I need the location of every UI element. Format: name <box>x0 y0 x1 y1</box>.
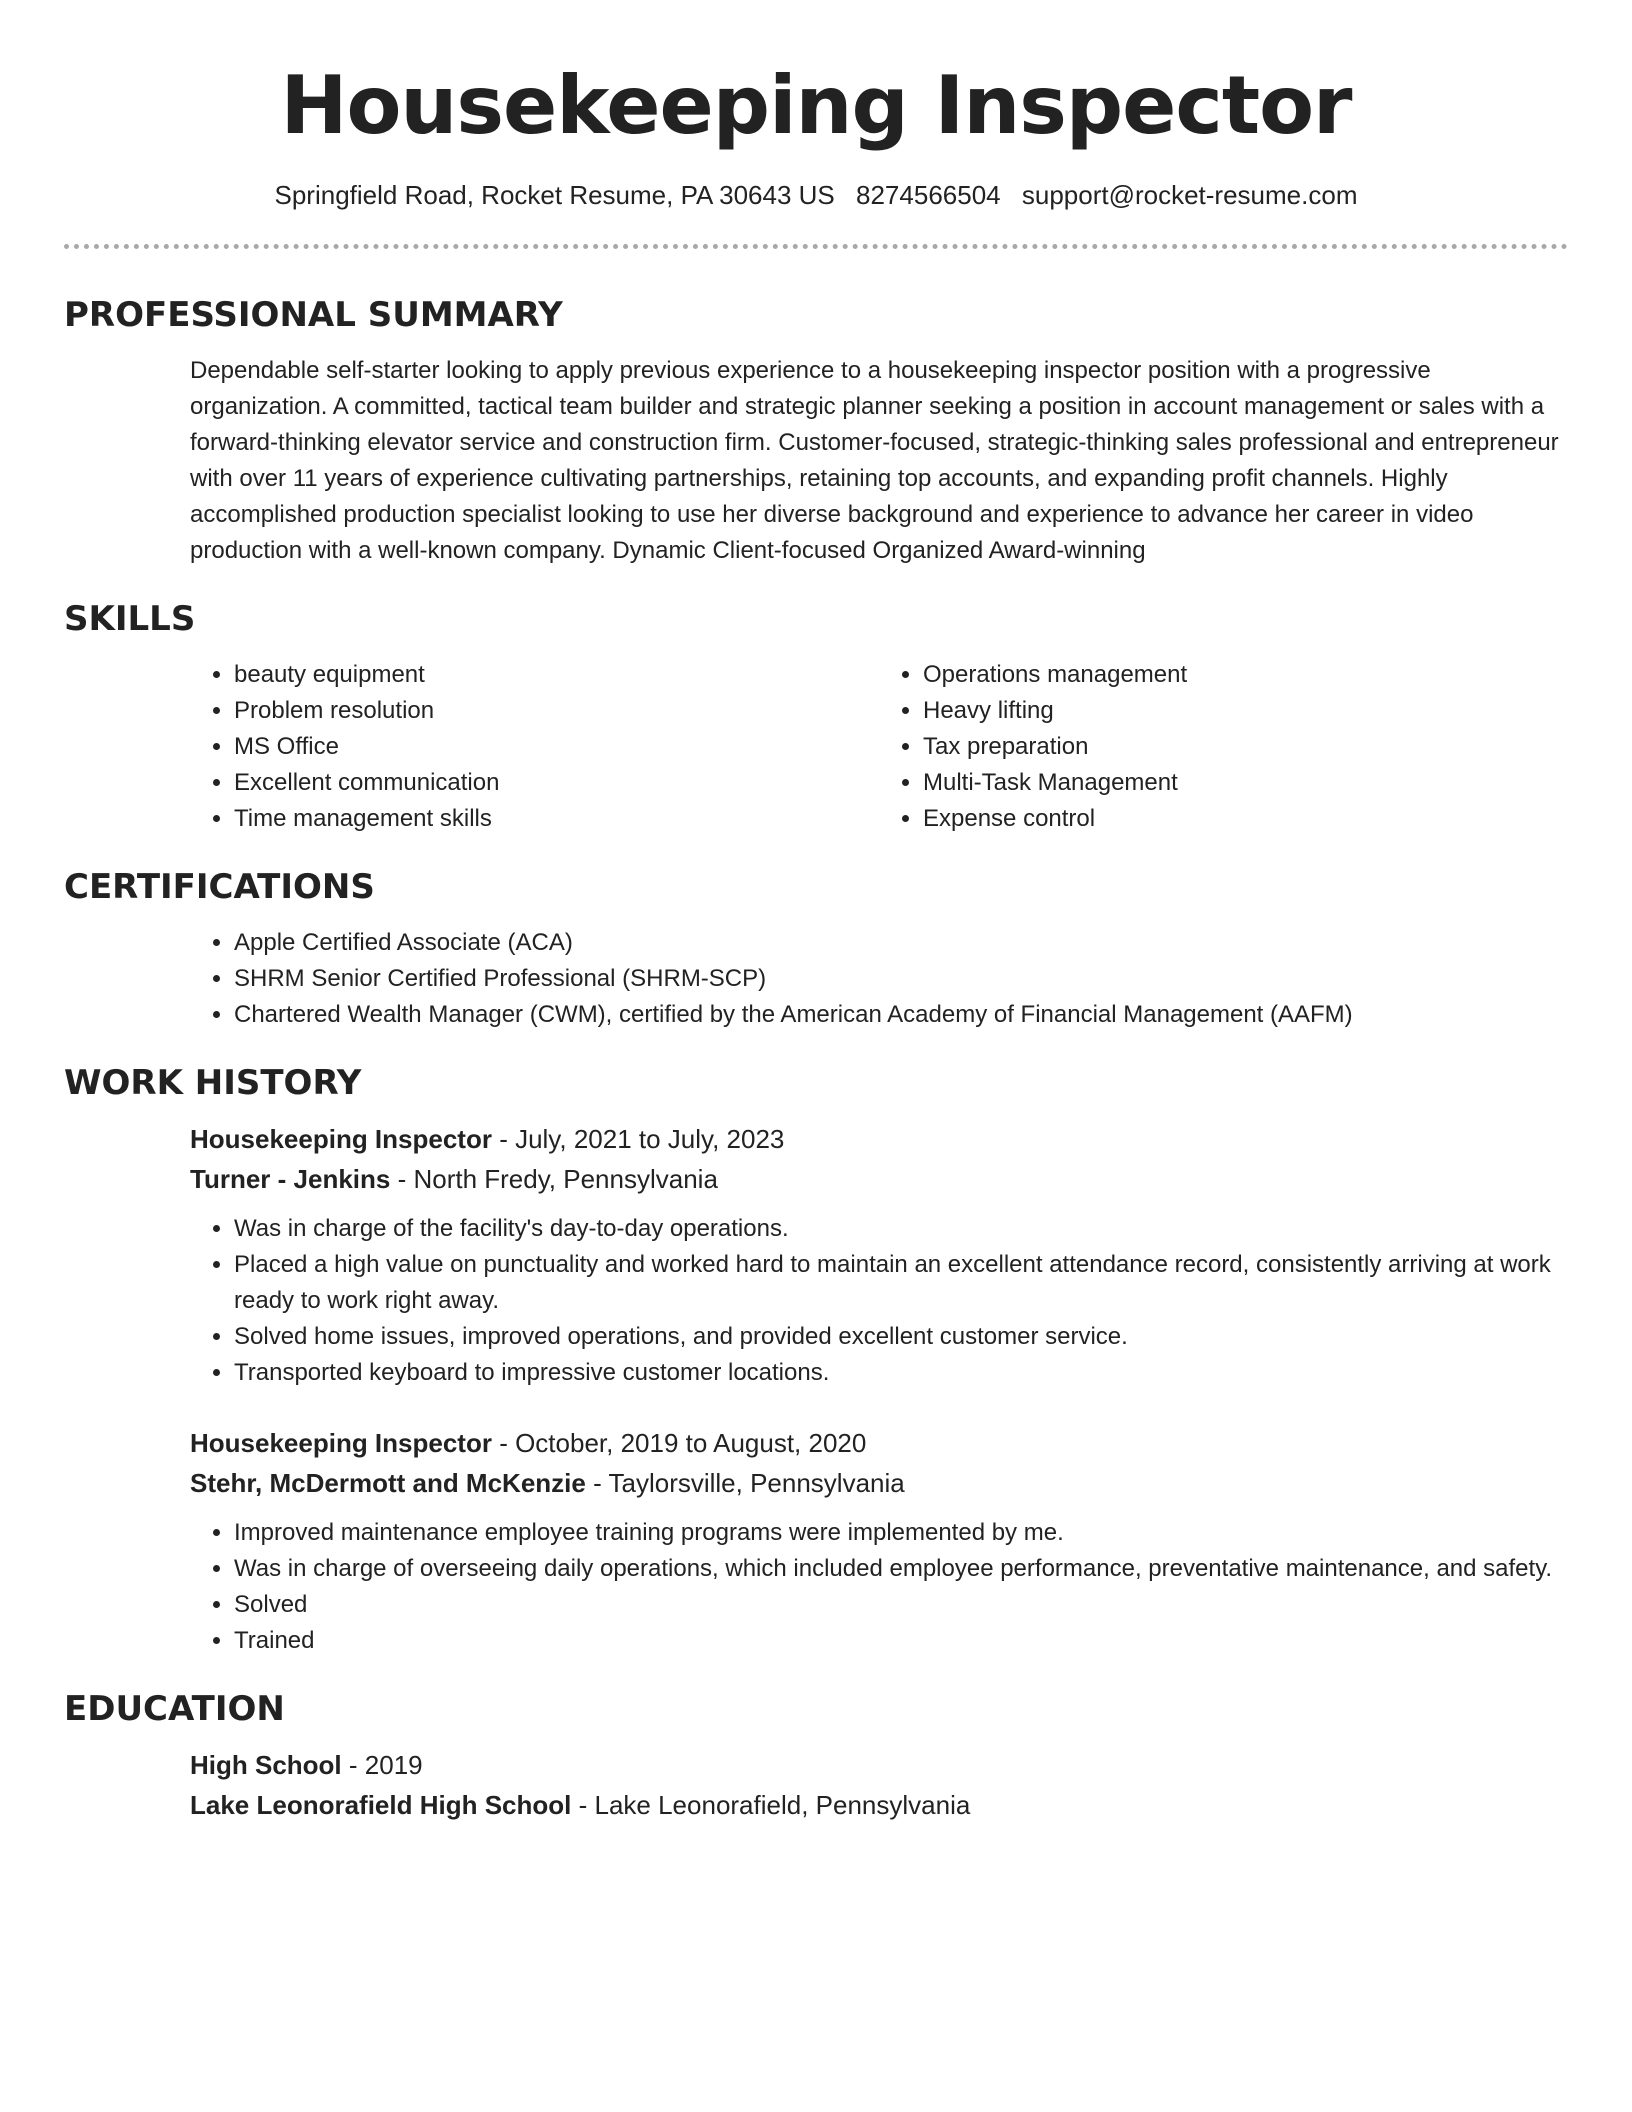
skills-list <box>190 657 1568 837</box>
job-bullets <box>190 1211 1568 1391</box>
contact-line <box>64 178 1568 212</box>
skill-item: • Expense control <box>923 801 1568 837</box>
job-entry <box>190 1119 1568 1391</box>
skill-item: • Excellent communication <box>234 765 879 801</box>
contact-phone: 8274566504 <box>856 180 1001 210</box>
certification-item: • Chartered Wealth Manager (CWM), certified by the American Academy of Financial Management (AAFM) <box>234 997 1568 1033</box>
summary-title: PROFESSIONAL SUMMARY <box>64 295 563 335</box>
job-location: - Taylorsville, Pennsylvania <box>585 1468 905 1498</box>
job-company: Stehr, McDermott and McKenzie <box>190 1468 586 1498</box>
job-bullet: • Solved <box>234 1587 1568 1623</box>
job-bullet: • Was in charge of overseeing daily operations, which included employee performance, preventative maintenance, and safety. <box>234 1551 1568 1587</box>
skills-title: SKILLS <box>64 599 196 639</box>
job-bullet: • Solved home issues, improved operations, and provided excellent customer service. <box>234 1319 1568 1355</box>
resume-name: Housekeeping Inspector <box>280 59 1352 152</box>
job-role: Housekeeping Inspector <box>190 1428 492 1458</box>
certification-item: • Apple Certified Associate (ACA) <box>234 925 1568 961</box>
education-school: Lake Leonorafield High School <box>190 1790 572 1820</box>
job-entry <box>190 1423 1568 1659</box>
contact-email: support@rocket-resume.com <box>1021 180 1358 210</box>
education-school-line <box>190 1785 1568 1825</box>
job-bullet: • Improved maintenance employee training programs were implemented by me. <box>234 1515 1568 1551</box>
skill-item: • Multi-Task Management <box>923 765 1568 801</box>
skills-left-column <box>190 657 879 837</box>
contact-address: Springfield Road, Rocket Resume, PA 30643 US <box>274 180 835 210</box>
education-degree: High School <box>190 1750 342 1780</box>
job-company-line <box>190 1463 1568 1503</box>
job-bullet: • Was in charge of the facility's day-to-day operations. <box>234 1211 1568 1247</box>
skill-item: • Heavy lifting <box>923 693 1568 729</box>
header-divider <box>64 244 1568 249</box>
work-history-title: WORK HISTORY <box>64 1063 362 1103</box>
education-title: EDUCATION <box>64 1689 285 1729</box>
skill-item: • Tax preparation <box>923 729 1568 765</box>
certification-item: • SHRM Senior Certified Professional (SHRM-SCP) <box>234 961 1568 997</box>
skill-item: • MS Office <box>234 729 879 765</box>
job-role: Housekeeping Inspector <box>190 1124 492 1154</box>
resume-page <box>64 0 1568 1825</box>
skills-right-column <box>879 657 1568 837</box>
certifications-list <box>190 925 1568 1033</box>
skill-item: • beauty equipment <box>234 657 879 693</box>
job-bullet: • Trained <box>234 1623 1568 1659</box>
education-year: - 2019 <box>341 1750 423 1780</box>
job-location: - North Fredy, Pennsylvania <box>390 1164 718 1194</box>
education-entry <box>190 1745 1568 1825</box>
job-bullet: • Transported keyboard to impressive customer locations. <box>234 1355 1568 1391</box>
job-bullet: • Placed a high value on punctuality and worked hard to maintain an excellent attendance record, consistently arriving at work ready to work right away. <box>234 1247 1568 1319</box>
job-bullets <box>190 1515 1568 1659</box>
skill-item: • Problem resolution <box>234 693 879 729</box>
job-company: Turner - Jenkins <box>190 1164 391 1194</box>
education-location: - Lake Leonorafield, Pennsylvania <box>571 1790 971 1820</box>
certifications-title: CERTIFICATIONS <box>64 867 375 907</box>
job-dates: - July, 2021 to July, 2023 <box>491 1124 785 1154</box>
summary-text: Dependable self-starter looking to apply previous experience to a housekeeping inspector position with a progressive organization. A committed, tactical team builder and strategic planner seeking a position in account management or sales with a forward-thinking elevator service and construction firm. Customer-focused, strategic-thinking sales professional and entrepreneur with over 11 years of experience cultivating partnerships, retaining top accounts, and expanding profit channels. Highly accomplished production specialist looking to use her diverse background and experience to advance her career in video production with a well-known company. Dynamic Client-focused Organized Award-winning <box>190 357 1559 564</box>
job-title-line <box>190 1119 1568 1159</box>
job-company-line <box>190 1159 1568 1199</box>
job-title-line <box>190 1423 1568 1463</box>
job-dates: - October, 2019 to August, 2020 <box>491 1428 867 1458</box>
education-degree-line <box>190 1745 1568 1785</box>
skill-item: • Operations management <box>923 657 1568 693</box>
skill-item: • Time management skills <box>234 801 879 837</box>
